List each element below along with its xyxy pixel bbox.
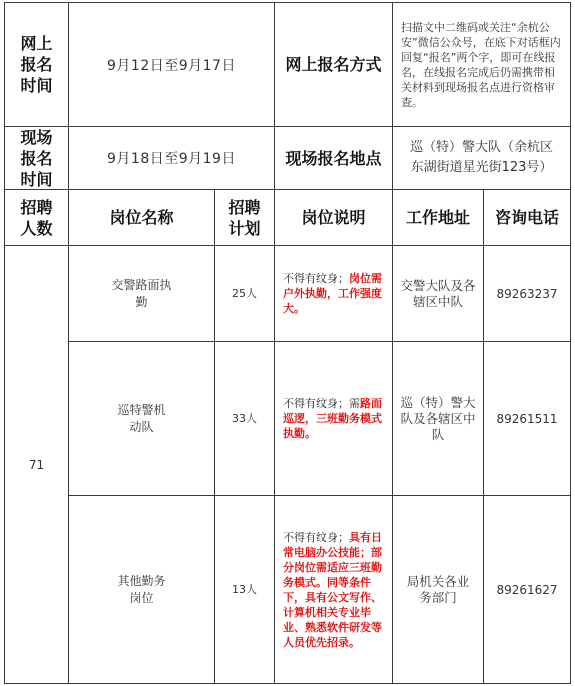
table-border-right bbox=[570, 2, 571, 684]
header-total: 招聘人数 bbox=[20, 197, 53, 238]
position-name: 巡特警机动队 bbox=[117, 402, 166, 434]
header-address: 工作地址 bbox=[405, 208, 470, 227]
total-hires: 71 bbox=[28, 457, 45, 472]
online-method-text: 扫描文中二维码或关注“余杭公安”微信公众号，在底下对话框内回复“报名”两个字，即可在线报名，在线报名完成后仍需携带相关材料到现场报名点进行资格审查。 bbox=[401, 20, 561, 109]
header-desc: 岗位说明 bbox=[301, 208, 366, 227]
onsite-place-text: 巡（特）警大队（余杭区东湖街道星光街123号） bbox=[409, 140, 553, 175]
online-method-label: 网上报名方式 bbox=[285, 55, 382, 74]
position-address: 交警大队及各辖区中队 bbox=[400, 277, 476, 309]
position-name: 其他勤务岗位 bbox=[117, 573, 166, 605]
desc-plain: 不得有纹身； bbox=[283, 272, 349, 285]
table-border-bottom bbox=[4, 683, 571, 684]
position-address: 巡（特）警大队及各辖区中队 bbox=[400, 394, 476, 442]
position-desc bbox=[275, 496, 392, 683]
position-desc bbox=[275, 246, 392, 341]
position-address: 局机关各业务部门 bbox=[406, 573, 470, 605]
header-position: 岗位名称 bbox=[109, 208, 174, 227]
position-plan: 25人 bbox=[232, 287, 257, 300]
online-time-value: 9月12日至9月17日 bbox=[107, 57, 236, 74]
online-time-label: 网上报名时间 bbox=[20, 34, 53, 95]
position-name: 交警路面执勤 bbox=[111, 277, 172, 309]
header-plan: 招聘计划 bbox=[228, 197, 261, 238]
desc-highlight: 具有日常电脑办公技能；部分岗位需适应三班勤务模式。同等条件下，具有公文写作、计算机相关专业毕业、熟悉软件研发等人员优先招录。 bbox=[283, 530, 382, 649]
recruitment-table bbox=[4, 2, 571, 685]
desc-highlight: 路面巡逻，三班勤务模式执勤。 bbox=[283, 397, 382, 440]
onsite-time-label: 现场报名时间 bbox=[20, 127, 53, 189]
position-phone: 89261627 bbox=[496, 582, 558, 597]
header-phone: 咨询电话 bbox=[494, 208, 559, 227]
desc-highlight: 岗位需户外执勤，工作强度大。 bbox=[283, 272, 382, 315]
position-phone: 89261511 bbox=[496, 411, 558, 426]
onsite-time-value: 9月18日至9月19日 bbox=[107, 151, 236, 167]
onsite-place-label: 现场报名地点 bbox=[285, 148, 382, 168]
desc-plain: 不得有纹身；需 bbox=[283, 397, 360, 410]
position-desc bbox=[275, 342, 392, 495]
position-plan: 33人 bbox=[232, 412, 257, 425]
position-phone: 89263237 bbox=[496, 286, 558, 301]
position-plan: 13人 bbox=[232, 583, 257, 596]
desc-plain: 不得有纹身； bbox=[283, 530, 349, 544]
